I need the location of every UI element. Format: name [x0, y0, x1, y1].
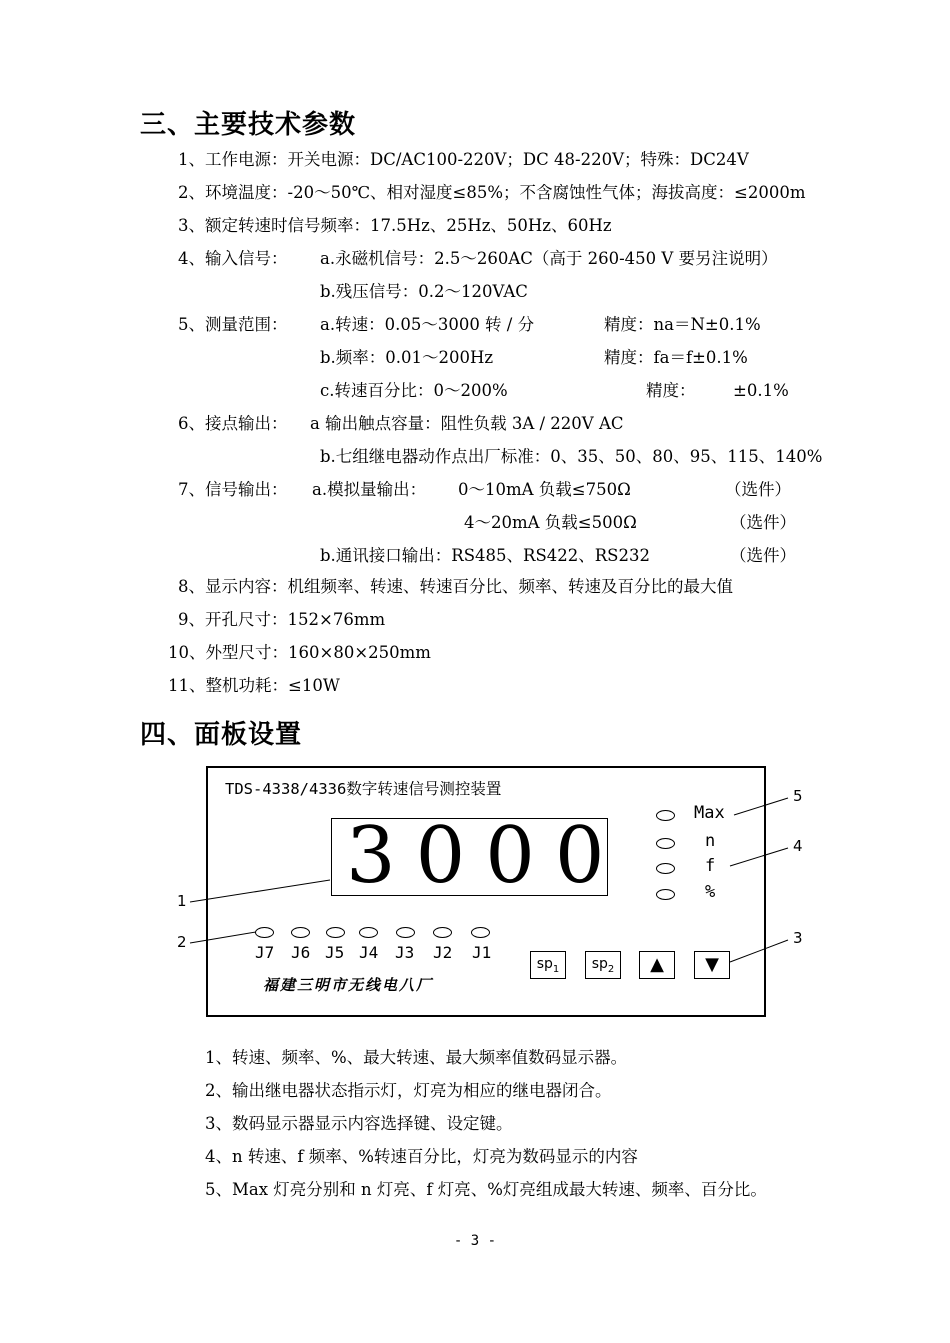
spec-item-5-row3-accuracy-value: ±0.1% — [733, 381, 789, 400]
panel-note-5: 5、Max 灯亮分别和 n 灯亮、f 灯亮、%灯亮组成最大转速、频率、百分比。 — [205, 1180, 767, 1199]
section-4-title: 四、面板设置 — [140, 720, 303, 750]
spec-item-4-line1: a.永磁机信号：2.5～260AC（高于 260-450 V 要另注说明） — [320, 249, 778, 268]
spec-item-6-line2: b.七组继电器动作点出厂标准：0、35、50、80、95、115、140% — [320, 447, 823, 466]
page-number: - 3 - — [453, 1233, 497, 1249]
spec-item-7-range2: 4～20mA 负载≤500Ω — [464, 513, 637, 532]
sp1-key[interactable]: $sp_1$ — [530, 951, 566, 979]
led-n-label: n — [705, 831, 716, 851]
spec-item-7-line1: a.模拟量输出： — [312, 480, 427, 499]
panel-title: TDS-4338/4336数字转速信号测控装置 — [225, 780, 502, 798]
spec-item-3: 3、额定转速时信号频率：17.5Hz、25Hz、50Hz、60Hz — [178, 216, 612, 235]
up-arrow-key[interactable]: ▲ — [639, 951, 675, 979]
sp2-key[interactable]: $sp_2$ — [585, 951, 621, 979]
spec-item-1: 1、工作电源：开关电源：DC/AC100-220V；DC 48-220V；特殊：DC24V — [178, 150, 749, 169]
panel-note-4: 4、n 转速、f 频率、%转速百分比，灯亮为数码显示的内容 — [205, 1147, 638, 1166]
spec-item-6-line1: a 输出触点容量：阻性负载 3A / 220V AC — [310, 414, 624, 433]
relay-label-j4: J4 — [359, 943, 379, 962]
led-max-label: Max — [694, 803, 725, 823]
spec-item-9: 9、开孔尺寸：152×76mm — [178, 610, 386, 629]
leader-line-4 — [730, 848, 788, 866]
panel-note-3: 3、数码显示器显示内容选择键、设定键。 — [205, 1114, 513, 1133]
spec-item-6-label: 6、接点输出： — [178, 414, 288, 433]
spec-item-5-row3: c.转速百分比：0～200% — [320, 381, 508, 400]
spec-item-10: 10、外型尺寸：160×80×250mm — [168, 643, 431, 662]
relay-label-j2: J2 — [433, 943, 453, 962]
spec-item-7-range1: 0～10mA 负载≤750Ω — [458, 480, 631, 499]
relay-label-j3: J3 — [395, 943, 415, 962]
spec-item-7-label: 7、信号输出： — [178, 480, 288, 499]
spec-item-11: 11、整机功耗：≤10W — [168, 676, 340, 695]
callout-2: 2 — [177, 933, 187, 951]
spec-item-7-option1: （选件） — [725, 480, 791, 499]
callout-3: 3 — [793, 929, 803, 947]
relay-label-j5: J5 — [325, 943, 345, 962]
down-arrow-key[interactable]: ▼ — [694, 951, 730, 979]
spec-item-5-label: 5、测量范围： — [178, 315, 288, 334]
spec-item-7-line3: b.通讯接口输出：RS485、RS422、RS232 — [320, 546, 650, 565]
leader-line-2 — [190, 932, 256, 943]
relay-label-j1: J1 — [472, 943, 492, 962]
relay-label-j7: J7 — [255, 943, 275, 962]
callout-4: 4 — [793, 837, 803, 855]
manufacturer-label: 福建三明市无线电八厂 — [263, 976, 434, 994]
led-f-label: f — [705, 856, 716, 876]
leader-line-5 — [734, 798, 788, 815]
panel-note-2: 2、输出继电器状态指示灯，灯亮为相应的继电器闭合。 — [205, 1081, 612, 1100]
spec-item-7-option2: （选件） — [730, 513, 796, 532]
callout-5: 5 — [793, 787, 803, 805]
spec-item-2: 2、环境温度：-20～50℃、相对湿度≤85%；不含腐蚀性气体；海拔高度：≤2000m — [178, 183, 806, 202]
led-percent-label: % — [705, 882, 716, 902]
callout-1: 1 — [177, 892, 187, 910]
section-3-title: 三、主要技术参数 — [140, 110, 357, 140]
display-value: 3000 — [346, 811, 625, 901]
spec-item-5-row3-accuracy-label: 精度： — [646, 381, 696, 400]
spec-item-5-row2-accuracy: 精度：fa＝f±0.1% — [604, 348, 748, 367]
spec-item-4-label: 4、输入信号： — [178, 249, 288, 268]
spec-item-5-row1: a.转速：0.05～3000 转 / 分 — [320, 315, 535, 334]
leader-line-1 — [190, 880, 330, 902]
leader-line-3 — [730, 940, 788, 962]
spec-item-5-row2: b.频率：0.01～200Hz — [320, 348, 494, 367]
spec-item-8: 8、显示内容：机组频率、转速、转速百分比、频率、转速及百分比的最大值 — [178, 577, 733, 596]
relay-label-j6: J6 — [291, 943, 311, 962]
spec-item-4-line2: b.残压信号：0.2～120VAC — [320, 282, 528, 301]
panel-note-1: 1、转速、频率、%、最大转速、最大频率值数码显示器。 — [205, 1048, 628, 1067]
spec-item-7-option3: （选件） — [730, 546, 796, 565]
spec-item-5-row1-accuracy: 精度：na＝N±0.1% — [604, 315, 761, 334]
